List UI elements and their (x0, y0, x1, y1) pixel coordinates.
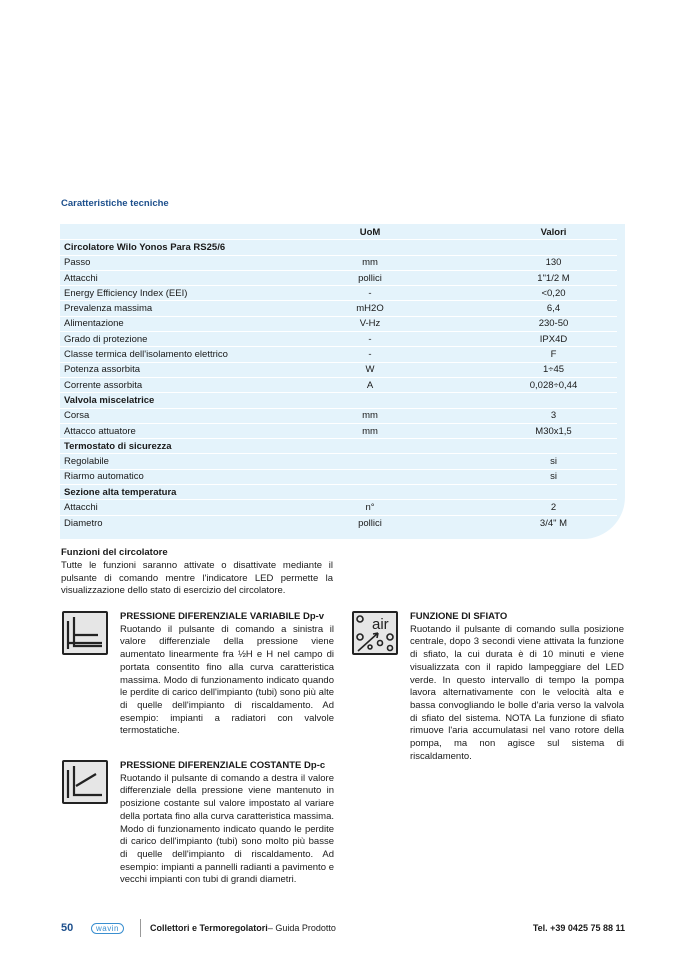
footer-tel: Tel. +39 0425 75 88 11 (532, 923, 625, 933)
row-uom: mm (362, 425, 378, 437)
row-value: 2 (550, 501, 557, 513)
row-label: Riarmo automatico (64, 471, 144, 483)
row-uom: mH2O (356, 303, 384, 315)
row-value: 3/4" M (539, 517, 568, 529)
funzioni-title: Funzioni del circolatore (61, 547, 168, 558)
wavin-logo: wavin (91, 923, 124, 934)
row-uom: V-Hz (359, 318, 381, 330)
block-title: PRESSIONE DIFERENZIALE VARIABILE Dp-v (120, 611, 325, 622)
row-value: si (550, 471, 557, 483)
specs-table (60, 224, 625, 539)
row-label: Attacco attuatore (64, 425, 136, 437)
row-label: Corrente assorbita (64, 379, 143, 391)
row-value: 1"1/2 M (537, 272, 570, 284)
row-value: F (550, 349, 557, 361)
row-uom: mm (362, 257, 378, 269)
footer-title: Collettori e Termoregolatori (149, 923, 268, 933)
table-row (60, 378, 617, 393)
group-label: Sezione alta temperatura (64, 486, 177, 498)
row-uom: mm (362, 410, 378, 422)
constant-pressure-icon (62, 760, 108, 804)
row-label: Passo (64, 257, 91, 269)
section-title: Caratteristiche tecniche (61, 198, 169, 209)
table-row (60, 347, 617, 362)
row-uom: n° (365, 501, 375, 513)
row-uom: - (368, 333, 372, 345)
row-value: 1÷45 (542, 364, 565, 376)
row-value: M30x1,5 (535, 425, 572, 437)
table-row (60, 271, 617, 286)
block-text: Ruotando il pulsante di comando a destra il valore differenziale della pressione viene mantenuto in posizione costante sul valore impostato al variare della portata fino alla curva caratteristica massima. Modo di funzionamento indicato quando le perdite di carico dell'impianto (tubi) sono molto più basse di quelle dell'impianto di riscaldamento. Ad esempio: impianti a pannelli radianti a pavimento e vecchi impianti con tubi di grandi diametri. (120, 772, 334, 886)
row-value: si (550, 456, 557, 468)
row-value: 130 (545, 257, 562, 269)
row-value: 230-50 (538, 318, 569, 330)
row-uom: - (368, 349, 372, 361)
group-label: Circolatore Wilo Yonos Para RS25/6 (64, 241, 226, 253)
row-label: Classe termica dell'isolamento elettrico (64, 349, 228, 361)
variable-pressure-icon (62, 611, 108, 655)
table-header (60, 225, 617, 240)
table-group-row (60, 393, 617, 408)
group-label: Valvola miscelatrice (64, 394, 155, 406)
table-group-row (60, 439, 617, 454)
row-label: Prevalenza massima (64, 303, 153, 315)
block-text: Ruotando il pulsante di comando sulla posizione centrale, dopo 3 secondi viene attivata la funzione di sfiato, la cui durata è di 10 minuti e viene visualizzata con il rapido lampeggiare del LED verde. In questo intervallo di tempo la pompa lavora alternativamente con le velocità alta e bassa convogliando le bolle d'aria verso la valvola di sfiato del sistema. NOTA La funzione di sfiato rimuove l'aria accumulatasi nel vano rotore della pompa, ma non agisce sul sistema di riscaldamento. (410, 623, 624, 762)
funzioni-text: Tutte le funzioni saranno attivate o disattivate mediante il pulsante di comando mentre l'indicatore LED permette la visualizzazione dello stato di esercizio del circolatore. (61, 560, 333, 596)
row-value: IPX4D (539, 333, 568, 345)
page-number: 50 (61, 922, 74, 934)
table-row (60, 409, 617, 424)
air-vent-icon (352, 611, 398, 655)
table-row (60, 500, 617, 515)
row-value: 3 (550, 410, 557, 422)
row-label: Attacchi (64, 272, 98, 284)
table-group-row (60, 485, 617, 500)
table-group-row (60, 240, 617, 255)
table-row (60, 286, 617, 301)
header-valori: Valori (540, 226, 567, 238)
table-row (60, 363, 617, 378)
block-title: FUNZIONE DI SFIATO (410, 611, 508, 622)
table-row (60, 424, 617, 439)
table-row (60, 470, 617, 485)
block-title: PRESSIONE DIFERENZIALE COSTANTE Dp-c (120, 760, 326, 771)
row-uom: A (366, 379, 374, 391)
footer-subtitle: – Guida Prodotto (267, 923, 336, 933)
row-uom: pollici (358, 517, 382, 529)
header-uom: UoM (359, 226, 381, 238)
table-row (60, 301, 617, 316)
table-row (60, 516, 617, 531)
row-uom: - (368, 287, 372, 299)
block-text: Ruotando il pulsante di comando a sinistra il valore differenziale della pressione viene aumentato linearmente fra ½H e H nel campo di portata consentito fino alla curva caratteristica massima. Modo di funzionamento indicato quando le perdite di carico dell'impianto (tubi) sono più alte di quelle dell'impianto di riscaldamento. Ad esempio: impianti a radiatori con valvole termostatiche. (120, 623, 334, 737)
divider (140, 919, 141, 937)
row-label: Grado di protezione (64, 333, 148, 345)
table-row (60, 256, 617, 271)
row-label: Regolabile (64, 456, 109, 468)
table-row (60, 317, 617, 332)
row-value: 6,4 (546, 303, 561, 315)
row-label: Energy Efficiency Index (EEI) (64, 287, 188, 299)
row-uom: W (365, 364, 375, 376)
table-row (60, 454, 617, 469)
row-uom: pollici (358, 272, 382, 284)
svg-text:air: air (372, 616, 389, 633)
table-row (60, 332, 617, 347)
row-label: Attacchi (64, 501, 98, 513)
row-label: Alimentazione (64, 318, 124, 330)
footer (61, 920, 625, 936)
row-value: <0,20 (541, 287, 566, 299)
row-label: Potenza assorbita (64, 364, 141, 376)
row-label: Diametro (64, 517, 103, 529)
row-label: Corsa (64, 410, 90, 422)
row-value: 0,028÷0,44 (529, 379, 578, 391)
group-label: Termostato di sicurezza (64, 440, 172, 452)
